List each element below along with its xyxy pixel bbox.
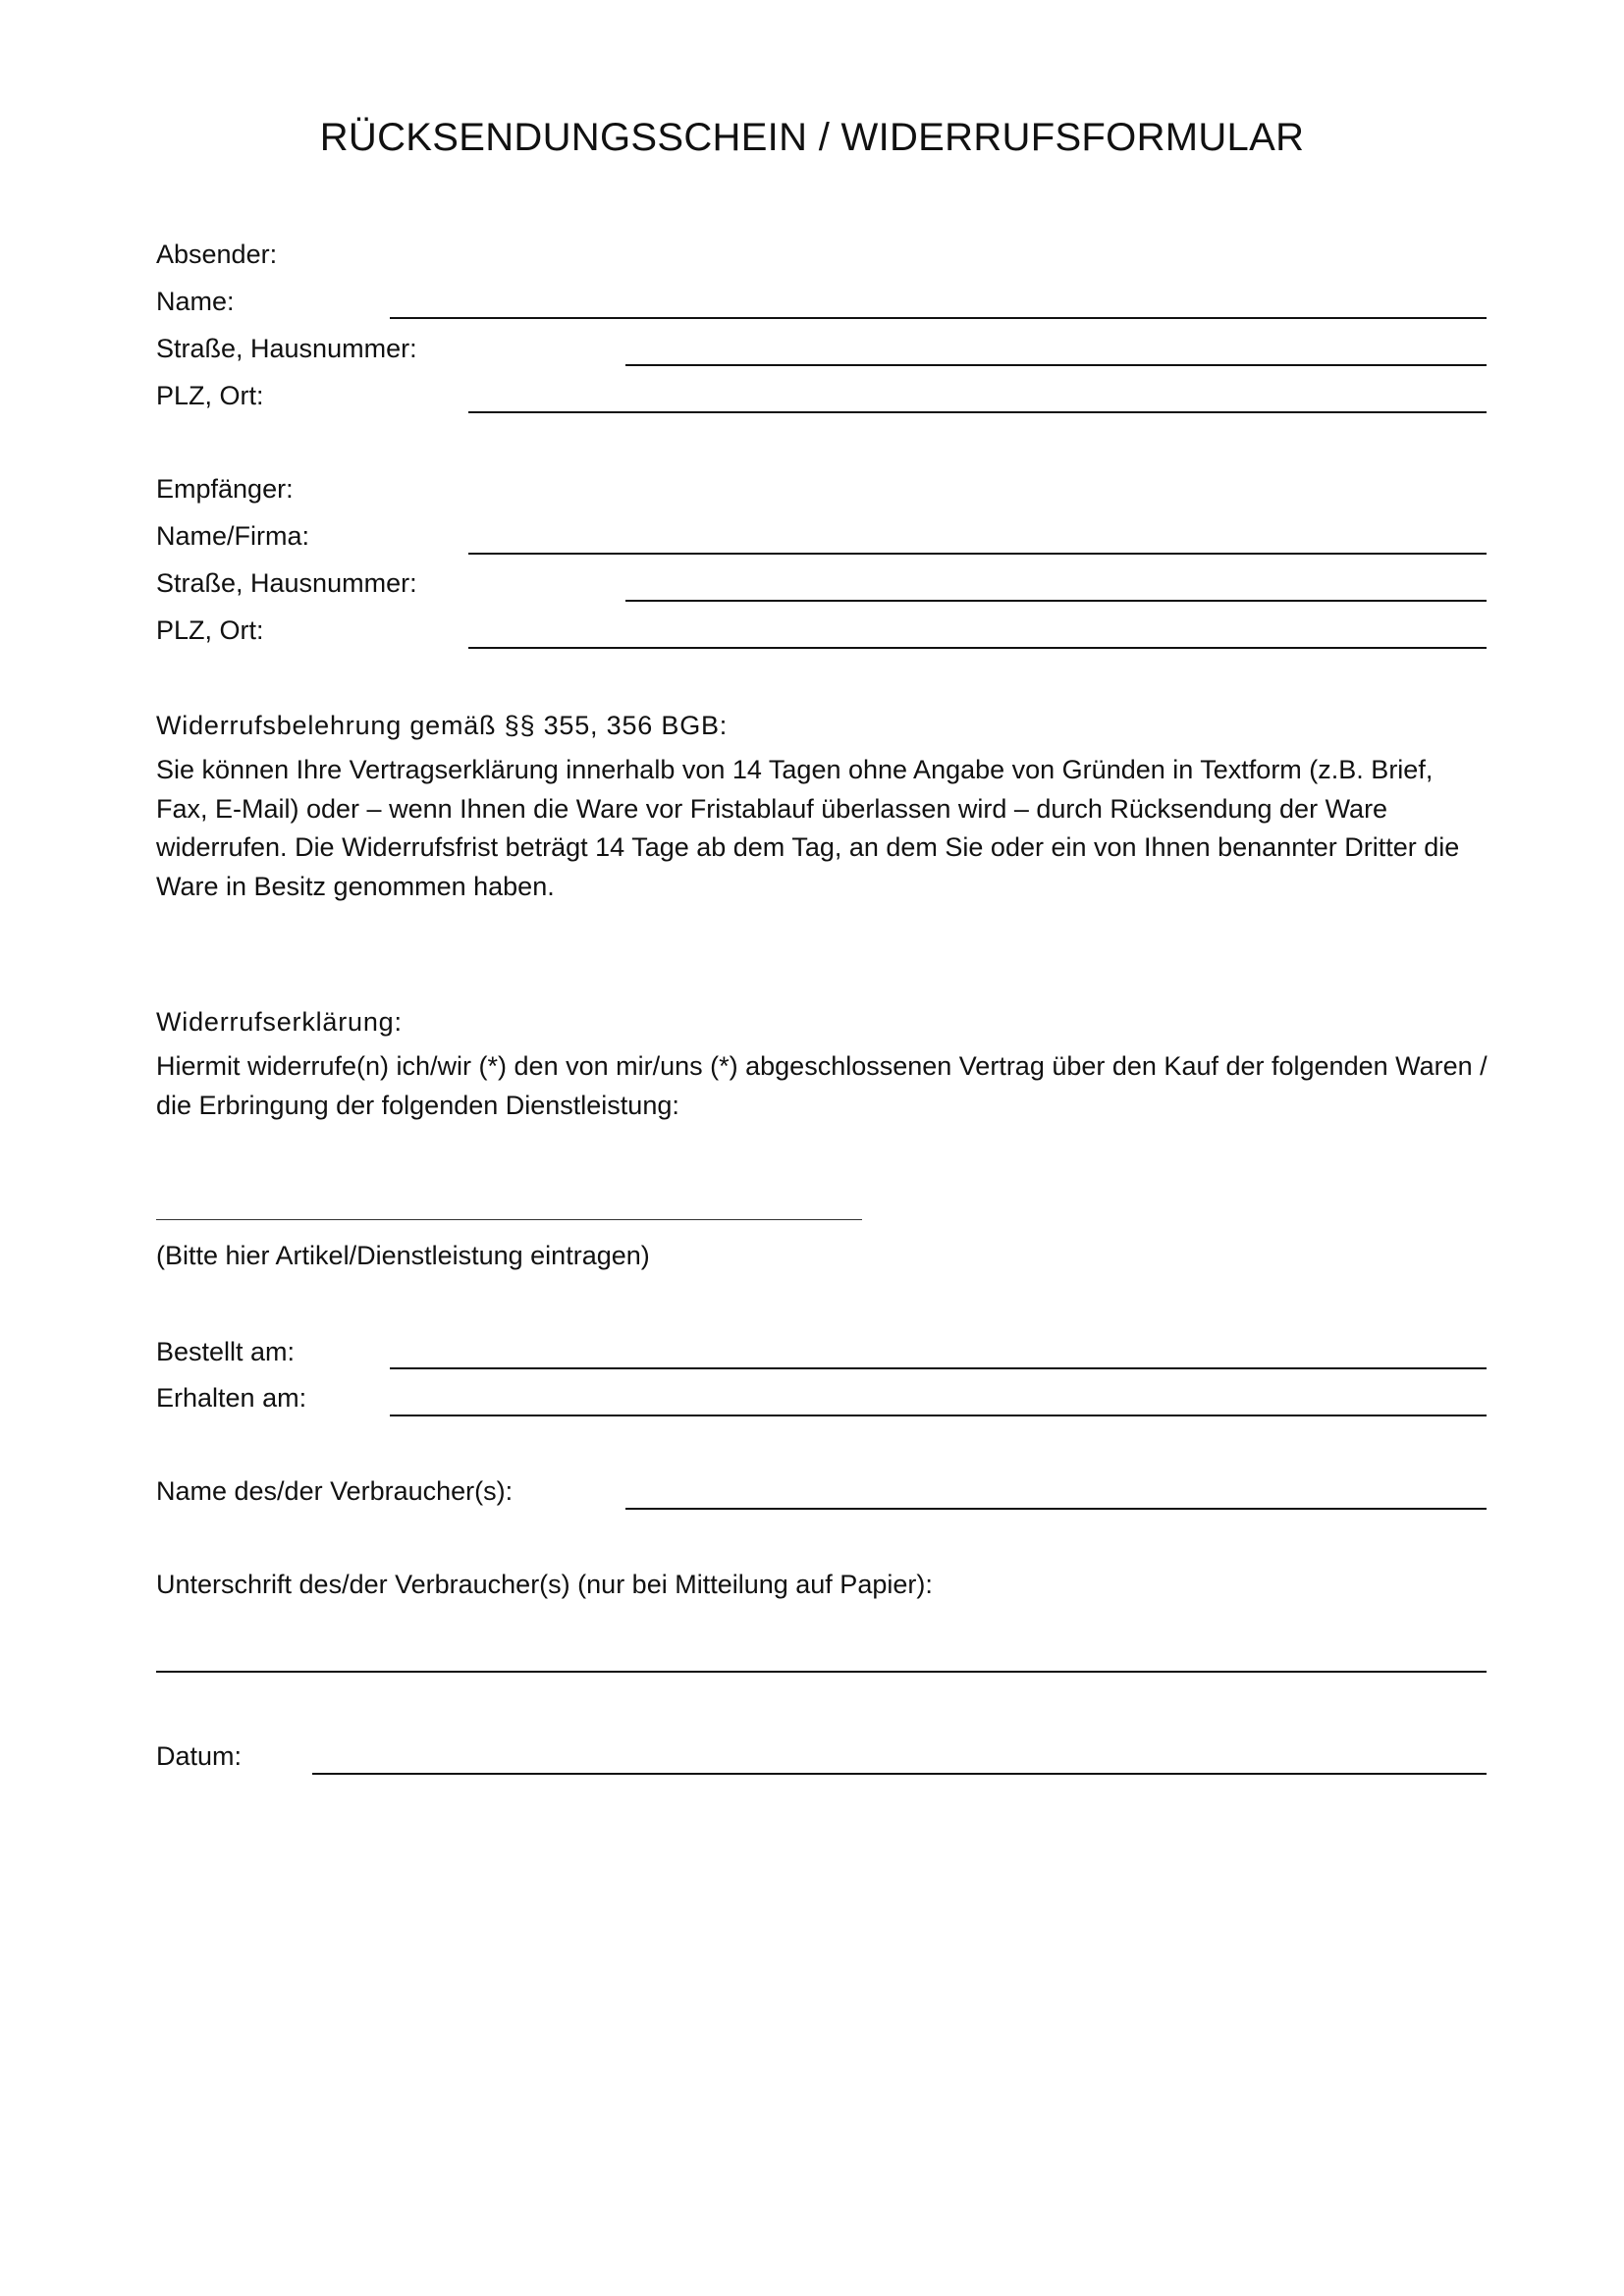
date-field[interactable] [312, 1773, 1487, 1775]
sender-city-field[interactable] [468, 411, 1487, 413]
recipient-street-label: Straße, Hausnummer: [156, 568, 417, 598]
item-entry-hint: (Bitte hier Artikel/Dienstleistung eintragen) [156, 1241, 650, 1270]
declaration-text: Hiermit widerrufe(n) ich/wir (*) den von mir/uns (*) abgeschlossenen Vertrag über den Kauf der folgenden Waren / die Erbringung der folgenden Dienstleistung: [156, 1051, 1488, 1120]
ordered-date-field[interactable] [390, 1367, 1487, 1369]
sender-name-label: Name: [156, 287, 235, 316]
sender-heading: Absender: [156, 240, 278, 269]
recipient-name-label: Name/Firma: [156, 521, 310, 551]
consumer-name-field[interactable] [625, 1508, 1487, 1510]
signature-label: Unterschrift des/der Verbraucher(s) (nur bei Mitteilung auf Papier): [156, 1570, 933, 1599]
sender-city-label: PLZ, Ort: [156, 381, 264, 410]
sender-name-field[interactable] [390, 317, 1487, 319]
instruction-heading: Widerrufsbelehrung gemäß §§ 355, 356 BGB: [156, 711, 729, 740]
sender-street-label: Straße, Hausnummer: [156, 334, 417, 363]
sender-street-field[interactable] [625, 364, 1487, 366]
item-entry-field[interactable] [156, 1219, 862, 1220]
signature-field[interactable] [156, 1671, 1487, 1673]
recipient-city-field[interactable] [468, 647, 1487, 649]
form-title: RÜCKSENDUNGSSCHEIN / WIDERRUFSFORMULAR [319, 116, 1305, 159]
ordered-date-label: Bestellt am: [156, 1337, 296, 1366]
received-date-label: Erhalten am: [156, 1383, 307, 1413]
recipient-name-field[interactable] [468, 553, 1487, 555]
received-date-field[interactable] [390, 1415, 1487, 1416]
consumer-name-label: Name des/der Verbraucher(s): [156, 1476, 514, 1506]
instruction-text: Sie können Ihre Vertragserklärung innerhalb von 14 Tagen ohne Angabe von Gründen in Textform (z.B. Brief, Fax, E-Mail) oder – wenn Ihnen die Ware vor Fristablauf überlassen wird – durch Rücksendung der Ware widerrufen. Die Widerrufsfrist beträgt 14 Tage ab dem Tag, an dem Sie oder ein von Ihnen benannter Dritter die Ware in Besitz genommen haben. [156, 755, 1460, 901]
recipient-street-field[interactable] [625, 600, 1487, 602]
date-label: Datum: [156, 1741, 243, 1771]
declaration-heading: Widerrufserklärung: [156, 1007, 403, 1037]
recipient-city-label: PLZ, Ort: [156, 615, 264, 645]
recipient-heading: Empfänger: [156, 474, 294, 504]
